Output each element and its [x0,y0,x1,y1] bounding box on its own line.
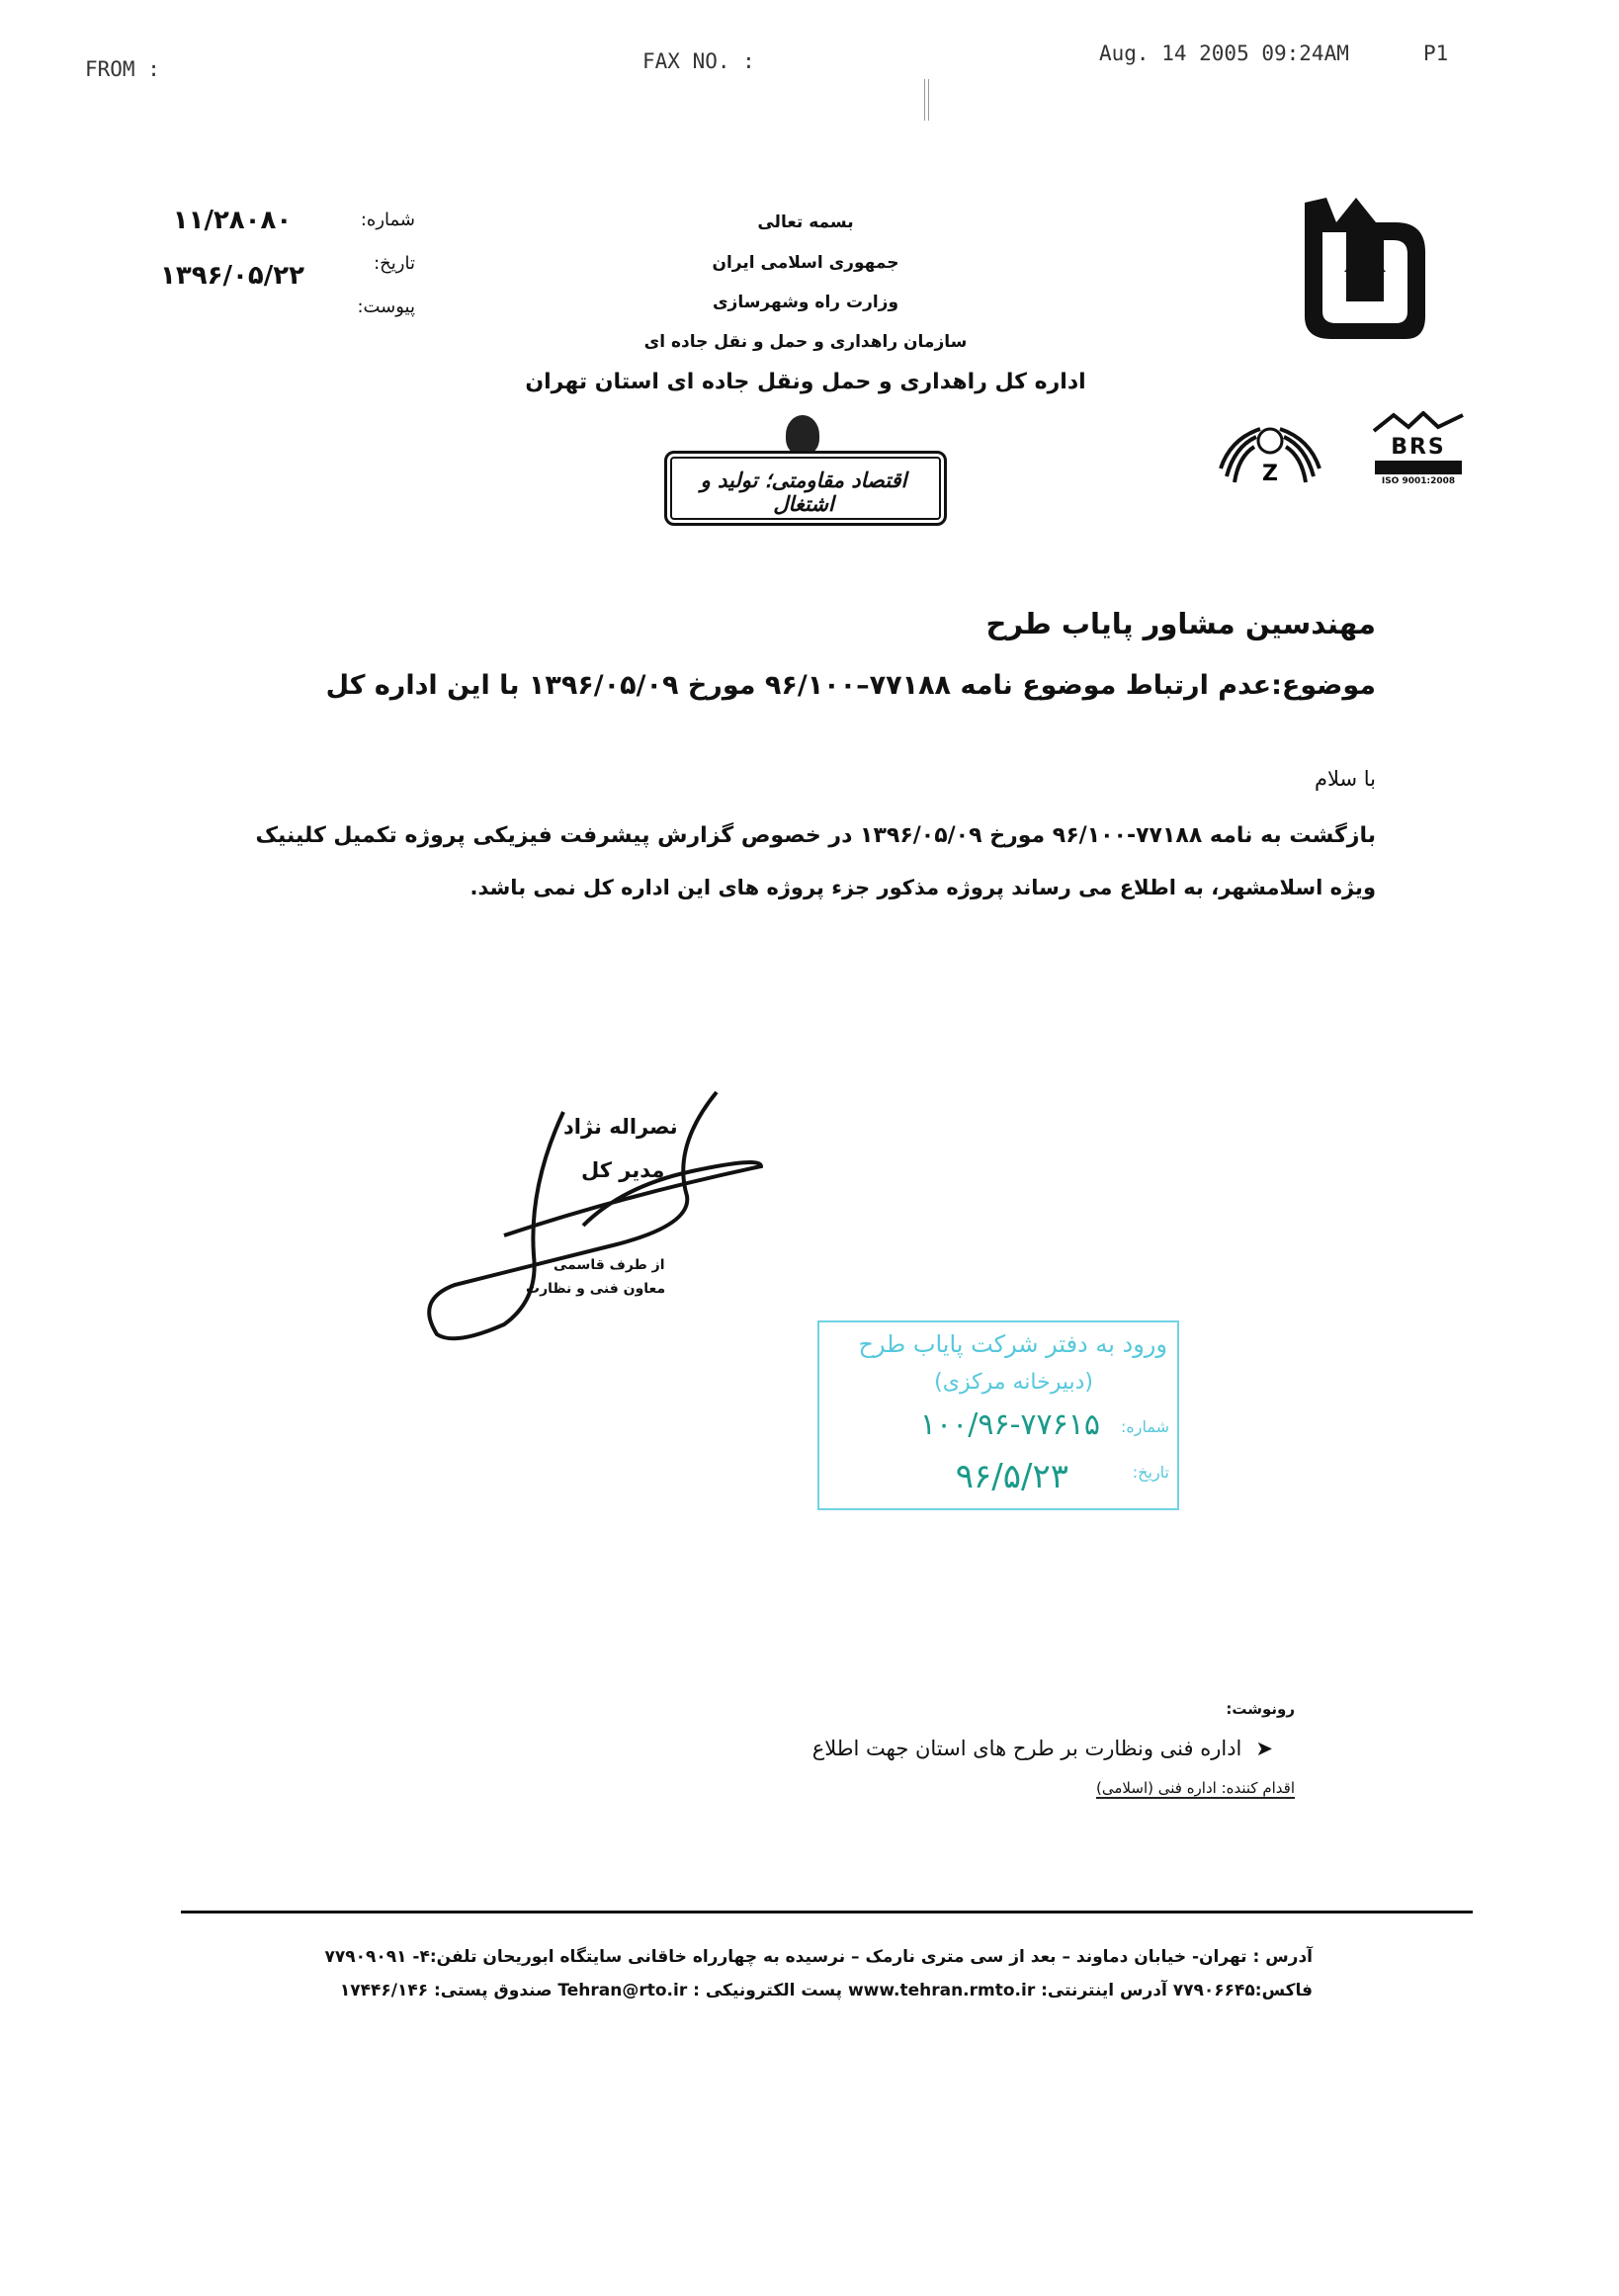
footer-contact: فاکس:۷۷۹۰۶۶۴۵ آدرس اینترنتی: www.tehran.rmto.ir پست الکترونیکی : Tehran@rto.ir صندوق پستی: ۱۷۴۴۶/۱۴۶ [339,1981,1313,2000]
certification-wings-logo-icon [1211,419,1329,493]
received-stamp [817,1320,1179,1510]
svg-text:Z: Z [1262,462,1278,486]
iso-text: ISO 9001:2008 [1381,476,1456,486]
letterhead-organization: سازمان راهداری و حمل و نقل جاده ای [643,332,968,352]
footer-rule [181,1911,1473,1913]
letterhead-bismillah: بسمه تعالی [757,213,854,232]
recipient: مهندسین مشاور پایاب طرح [985,607,1376,640]
fax-mark [924,79,929,121]
slogan-text: اقتصاد مقاومتی؛ تولید و اشتغال [700,468,907,516]
slogan-banner [652,415,957,532]
fax-page: P1 [1423,42,1449,65]
stamp-number: ۱۰۰/۹۶-۷۷۶۱۵ [919,1407,1100,1442]
brs-iso-logo [1369,411,1468,495]
fax-number-label: FAX NO. : [642,49,755,73]
signatory-on-behalf: از طرف قاسمی [554,1257,665,1273]
letter-date: ۱۳۹۶/۰۵/۲۲ [160,261,304,291]
fax-from-label: FROM : [85,57,160,81]
stamp-line-1: ورود به دفتر شرکت پایاب طرح [858,1330,1167,1358]
letterhead-country: جمهوری اسلامی ایران [712,253,899,273]
signature-block [366,1087,781,1344]
arrow-bullet-icon: ➤ [1255,1737,1273,1760]
letterhead-department: اداره کل راهداری و حمل ونقل جاده ای استان تهران [525,370,1086,394]
stamp-date: ۹۶/۵/۲۳ [955,1457,1068,1496]
stamp-date-label: تاریخ: [1132,1463,1169,1482]
emblem-icon [786,415,819,455]
cc-label: رونوشت: [1226,1700,1295,1718]
attachment-label: پیوست: [357,297,415,317]
letterhead-ministry: وزارت راه وشهرسازی [712,293,899,312]
letter-number: ۱۱/۲۸۰۸۰ [172,206,293,235]
greeting: با سلام [1314,767,1376,791]
stamp-line-2: (دبیرخانه مرکزی) [934,1370,1093,1395]
date-label: تاریخ: [374,253,415,274]
footer-address: آدرس : تهران- خیابان دماوند – بعد از سی متری نارمک – نرسیده به چهارراه خاقانی سایتگاه ابوریحان تلفن:۴- ۷۷۹۰۹۰۹۱ [324,1947,1313,1967]
cc-item-text: اداره فنی ونظارت بر طرح های استان جهت اطلاع [811,1737,1242,1760]
fax-timestamp: Aug. 14 2005 09:24AM [1099,42,1349,65]
body-line-2: ویژه اسلامشهر، به اطلاع می رساند پروژه مذکور جزء پروژه های این اداره کل نمی باشد. [469,876,1376,899]
body-line-1: بازگشت به نامه ۷۷۱۸۸-۹۶/۱۰۰ مورخ ۱۳۹۶/۰۵/۰۹ در خصوص گزارش پیشرفت فیزیکی پروژه تکمیل کلینیک [255,823,1376,848]
stamp-number-label: شماره: [1120,1417,1169,1436]
signatory-name: نصراله نژاد [563,1115,678,1139]
signatory-title: مدیر کل [581,1158,665,1182]
brs-text: BRS [1391,435,1446,460]
cc-action: اقدام کننده: اداره فنی (اسلامی) [1096,1779,1295,1797]
signatory-deputy: معاون فنی و نظارت [526,1281,666,1297]
number-label: شماره: [360,210,415,230]
ministry-logo-icon [1297,193,1430,346]
subject: موضوع:عدم ارتباط موضوع نامه ۷۷۱۸۸–۹۶/۱۰۰ مورخ ۱۳۹۶/۰۵/۰۹ با این اداره کل [325,670,1376,701]
cc-item [812,1737,1273,1760]
